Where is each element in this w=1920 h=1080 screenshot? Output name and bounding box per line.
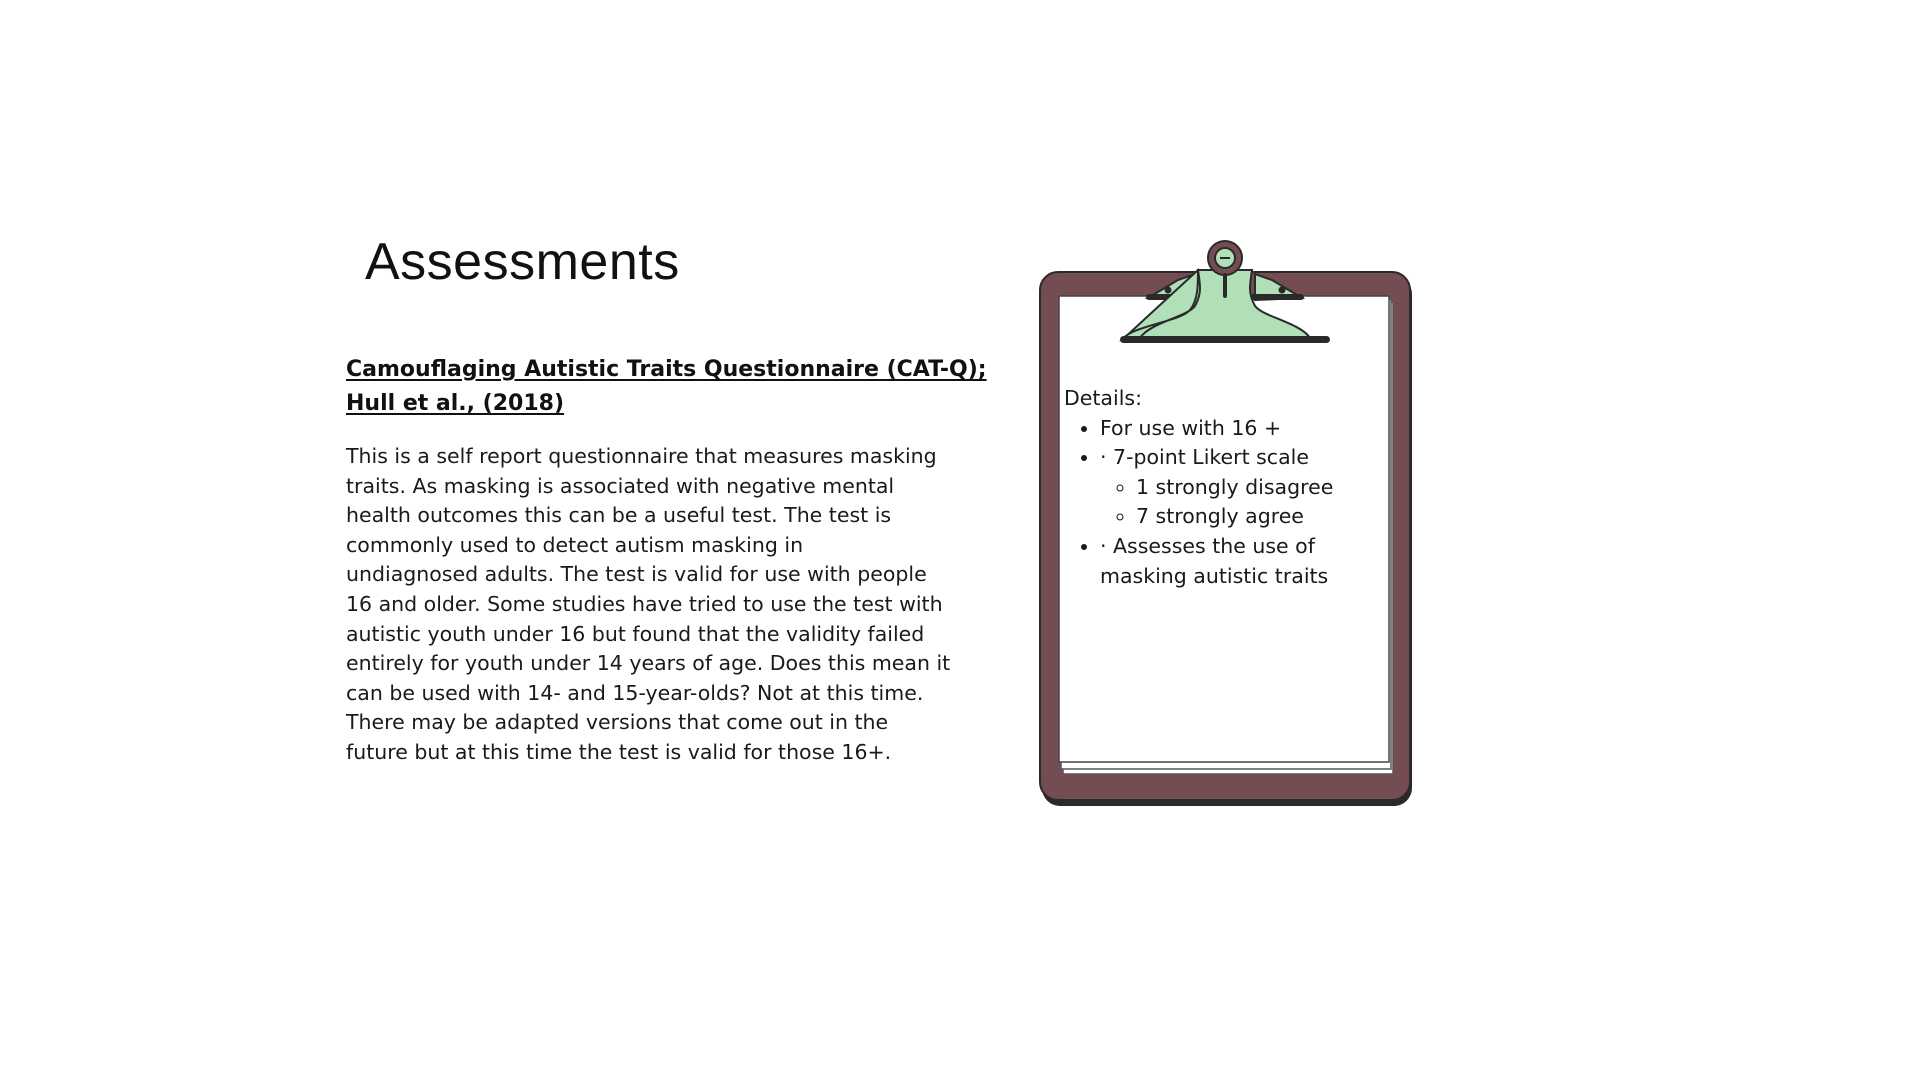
assessment-heading-line-2: Hull et al., (2018)	[346, 391, 565, 416]
clip-rivet-right	[1279, 287, 1286, 294]
scale-sublist	[1100, 473, 1354, 532]
details-list	[1064, 414, 1354, 592]
details-panel	[1064, 384, 1354, 591]
assessment-heading-line-1: Camouflaging Autistic Traits Questionnaire (CAT-Q);	[346, 357, 987, 382]
page-title: Assessments	[365, 233, 680, 291]
assessment-heading	[346, 353, 1006, 421]
details-item-age: • For use with 16 +	[1100, 414, 1354, 444]
description-line: can be used with 14- and 15-year-olds? Not at this time.	[346, 680, 924, 705]
details-item-assess-line-1: • · Assesses the use of	[1100, 533, 1315, 558]
clip-base	[1120, 336, 1330, 343]
scale-high-item: ◦ 7 strongly agree	[1136, 502, 1354, 532]
description-line: 16 and older. Some studies have tried to use the test with	[346, 591, 943, 616]
details-item-scale	[1100, 443, 1354, 532]
details-label: Details:	[1064, 386, 1142, 410]
description-line: health outcomes this can be a useful test. The test is	[346, 503, 892, 528]
details-item-assess	[1100, 532, 1354, 591]
description-line: This is a self report questionnaire that measures masking	[346, 444, 937, 468]
description-line: traits. As masking is associated with negative mental	[346, 473, 895, 498]
description-paragraph	[346, 442, 976, 768]
description-line: entirely for youth under 14 years of age. Does this mean it	[346, 651, 951, 676]
clip-rivet-left	[1165, 287, 1172, 294]
description-line: undiagnosed adults. The test is valid for use with people	[346, 562, 927, 587]
description-line: future but at this time the test is valid for those 16+.	[346, 739, 892, 764]
description-line: commonly used to detect autism masking in	[346, 532, 804, 557]
scale-low-item: ◦ 1 strongly disagree	[1136, 473, 1354, 503]
details-item-scale-text: · 7-point Likert scale	[1100, 445, 1309, 470]
details-item-assess-line-2: masking autistic traits	[1100, 563, 1329, 588]
description-line: There may be adapted versions that come out in the	[346, 710, 889, 735]
description-line: autistic youth under 16 but found that the validity failed	[346, 621, 925, 646]
